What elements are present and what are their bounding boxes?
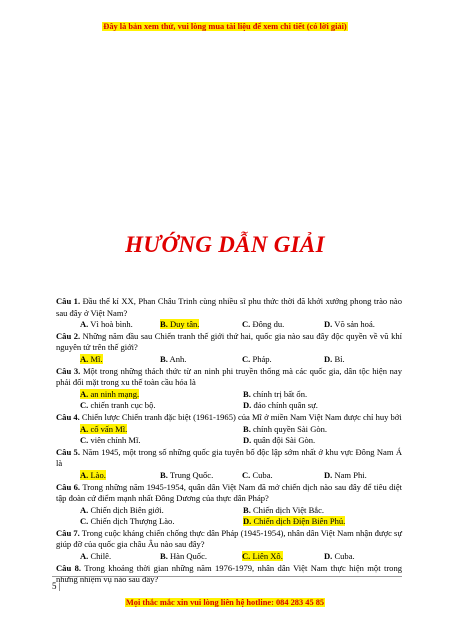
- question-7: [56, 528, 402, 551]
- question-2-label: Câu 2.: [56, 330, 81, 341]
- question-2-text: Những năm đầu sau Chiến tranh thế giới thứ hai, quốc gia nào sau đây độc quyền về vũ khí nguyên tử trên thế giới?: [56, 330, 403, 353]
- option-a: A. Chilê.: [80, 551, 112, 562]
- question-7-options: [56, 551, 402, 563]
- option-b-correct: B. Duy tân.: [160, 319, 200, 330]
- question-5-text: Năm 1945, một trong số những quốc gia tuyên bố độc lập sớm nhất ở khu vực Đông Nam Á là: [56, 446, 402, 469]
- option-c: C. Cuba.: [242, 469, 273, 480]
- option-d: D. Cuba.: [324, 551, 355, 562]
- question-2: [56, 331, 402, 354]
- option-b: B. Trung Quốc.: [160, 469, 214, 480]
- preview-notice-text: Đây là bản xem thử, vui lòng mua tài liệu để xem chi tiết (có lời giải): [103, 22, 347, 31]
- question-3-options: [56, 389, 402, 412]
- option-d: D. đảo chính quân sự.: [243, 400, 318, 411]
- option-c: C. Đông du.: [242, 319, 285, 330]
- question-8: [56, 563, 402, 586]
- option-c: C. viên chính Mĩ.: [80, 435, 141, 446]
- option-c: C. Pháp.: [242, 353, 272, 364]
- option-c-correct: C. Liên Xô.: [242, 551, 283, 562]
- footer-divider: [52, 576, 402, 577]
- question-1-text: Đầu thế kỉ XX, Phan Châu Trinh cùng nhiều sĩ phu thức thời đã khởi xướng phong trào nào sau đây ở Việt Nam?: [56, 296, 402, 318]
- question-8-label: Câu 8.: [56, 562, 81, 573]
- option-a: A. Chiến dịch Biên giới.: [80, 504, 164, 515]
- question-3-text: Một trong những thách thức từ an ninh phi truyền thống mà các quốc gia, dân tộc hiện nay phải đối mặt trong xu thế toàn cầu hóa là: [56, 365, 402, 388]
- option-b: B. Anh.: [160, 353, 187, 364]
- question-1-options: [56, 319, 402, 331]
- option-d-correct: D. Chiến dịch Điện Biên Phủ.: [243, 516, 346, 527]
- answer-key-content: [56, 296, 402, 586]
- question-1: [56, 296, 402, 319]
- preview-notice-banner: [0, 22, 450, 31]
- option-c: C. chiến tranh cục bộ.: [80, 400, 156, 411]
- question-4: [56, 412, 402, 424]
- hotline-text: Mọi thắc mắc xin vui lòng liên hệ hotline: 084 283 45 85: [125, 598, 325, 607]
- option-d: D. Nam Phi.: [324, 469, 367, 480]
- question-6-label: Câu 6.: [56, 481, 81, 492]
- question-5-label: Câu 5.: [56, 446, 80, 457]
- question-2-options: [56, 354, 402, 366]
- option-d: D. quân đội Sài Gòn.: [243, 435, 316, 446]
- hotline-banner: [0, 598, 450, 607]
- option-a: A. Vì hoà bình.: [80, 319, 133, 330]
- option-a-correct: A. an ninh mạng.: [80, 388, 140, 399]
- question-3-label: Câu 3.: [56, 365, 81, 376]
- option-d: D. Võ sản hoá.: [324, 319, 375, 330]
- option-b: B. chính trị bất ổn.: [243, 388, 308, 399]
- option-d: D. Bỉ.: [324, 353, 345, 364]
- question-6: [56, 482, 402, 505]
- option-a-correct: A. cố vấn Mĩ.: [80, 423, 128, 434]
- question-8-text: Trong khoảng thời gian những năm 1976-1979, nhân dân Việt Nam thực hiện một trong những nhiệm vụ nào sau đây?: [56, 562, 402, 585]
- option-a-correct: A. Mĩ.: [80, 353, 103, 364]
- question-5-options: [56, 470, 402, 482]
- question-4-text: Chiến lược Chiến tranh đặc biệt (1961-1965) của Mĩ ở miền Nam Việt Nam được chỉ huy bởi: [81, 411, 402, 422]
- option-a-correct: A. Lào.: [80, 469, 106, 480]
- option-b: B. Hàn Quốc.: [160, 551, 208, 562]
- option-b: B. chính quyền Sài Gòn.: [243, 423, 328, 434]
- question-6-text: Trong những năm 1945-1954, quân dân Việt Nam đã mở chiến dịch nào sau đây để tiêu diệt tập đoàn cứ điểm mạnh nhất Đông Dương của thực dân Pháp?: [56, 481, 402, 504]
- question-4-label: Câu 4.: [56, 411, 80, 422]
- question-5: [56, 447, 402, 470]
- option-b: B. Chiến dịch Việt Bắc.: [243, 504, 324, 515]
- question-1-label: Câu 1.: [56, 296, 81, 306]
- question-4-options: [56, 424, 402, 447]
- page-number: 5 |: [52, 581, 61, 591]
- question-6-options: [56, 505, 402, 528]
- question-7-text: Trong cuộc kháng chiến chống thực dân Pháp (1945-1954), nhân dân Việt Nam nhận được sự giúp đỡ của quốc gia châu Âu nào sau đây?: [56, 527, 403, 550]
- option-c: C. Chiến dịch Thượng Lào.: [80, 516, 175, 527]
- section-title: HƯỚNG DẪN GIẢI: [125, 232, 325, 257]
- question-7-label: Câu 7.: [56, 527, 80, 538]
- question-3: [56, 366, 402, 389]
